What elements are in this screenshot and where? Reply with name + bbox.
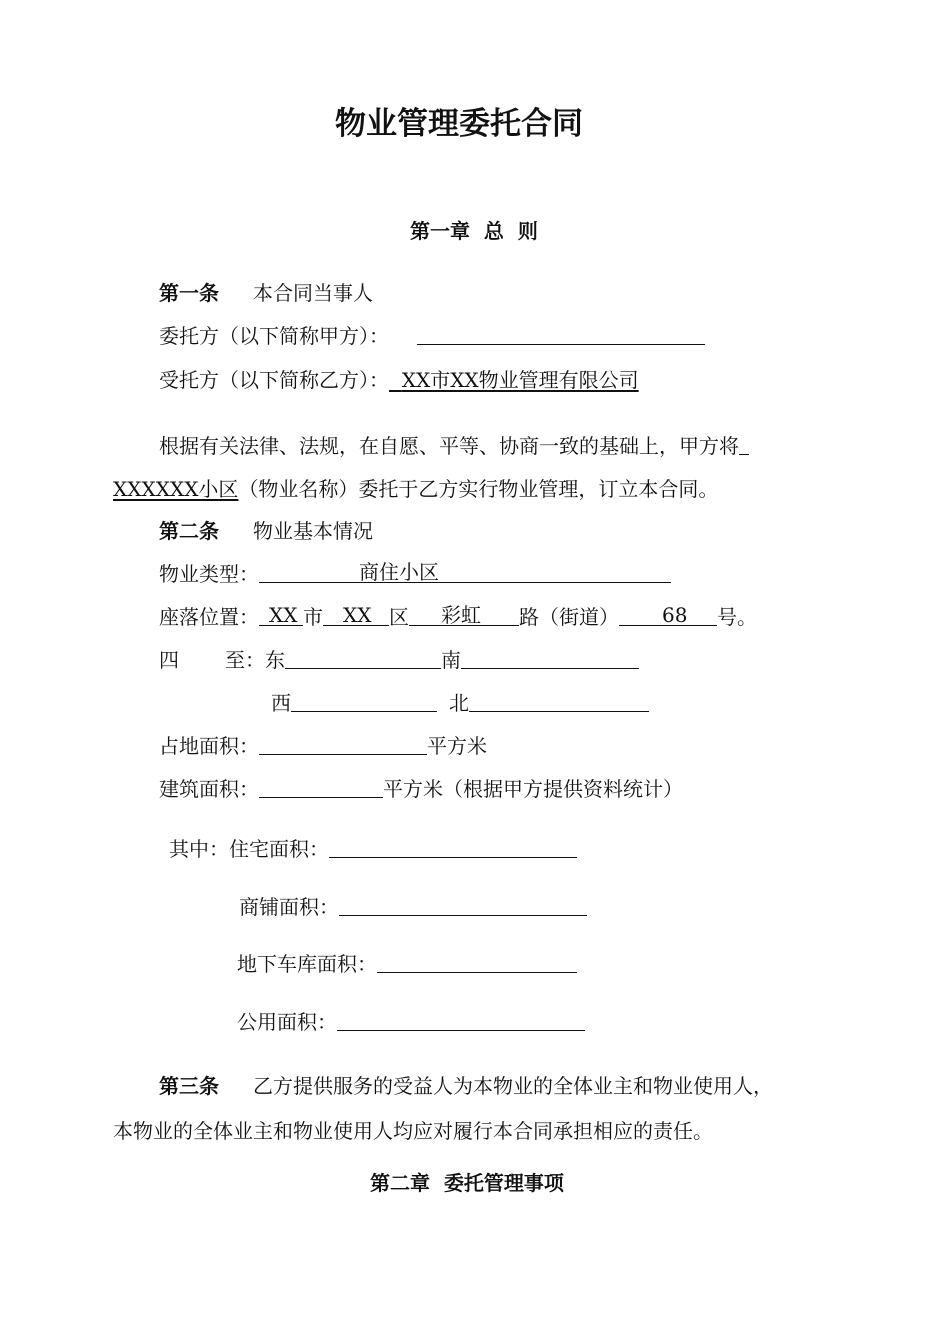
location-number-value: 68 <box>662 603 688 627</box>
party-b-label: 受托方（以下简称乙方）： <box>159 368 389 392</box>
garage-area-blank <box>377 952 577 973</box>
building-area-line: 建筑面积： 平方米（根据甲方提供资料统计） <box>159 777 683 801</box>
public-area-line: 公用面积： <box>237 1010 585 1034</box>
location-line: 座落位置： XX 市 XX 区 彩虹 路（街道） 68 号。 <box>159 603 757 629</box>
article-3-line-1: 第三条 乙方提供服务的受益人为本物业的全体业主和物业使用人， <box>159 1074 773 1098</box>
boundaries-line-2: 西 北 <box>271 691 649 715</box>
party-b-value: XX市XX物业管理有限公司 <box>401 368 639 392</box>
paragraph-1-line-2: XXXXXX小区（物业名称）委托于乙方实行物业管理，订立本合同。 <box>113 477 719 501</box>
article-1-text: 本合同当事人 <box>253 281 373 305</box>
article-2 <box>159 519 373 543</box>
garage-area-line: 地下车库面积： <box>237 952 577 976</box>
article-3-label: 第三条 <box>159 1074 219 1098</box>
residential-area-blank <box>329 837 577 858</box>
article-2-text: 物业基本情况 <box>253 519 373 543</box>
west-blank <box>291 691 437 712</box>
residential-area-line: 其中：住宅面积： <box>169 837 577 861</box>
property-type-value: 商住小区 <box>359 560 439 584</box>
article-2-label: 第二条 <box>159 519 219 543</box>
shop-area-blank <box>339 895 587 916</box>
east-blank <box>285 648 441 669</box>
boundaries-line-1: 四 至：东 南 <box>159 648 639 672</box>
shop-area-line: 商铺面积： <box>239 895 587 919</box>
document-title: 物业管理委托合同 <box>335 106 583 142</box>
south-blank <box>461 648 639 669</box>
chapter-1-heading: 第一章 总 则 <box>410 219 538 243</box>
article-3-line-2: 本物业的全体业主和物业使用人均应对履行本合同承担相应的责任。 <box>113 1119 713 1143</box>
location-district-value: XX <box>343 603 372 627</box>
article-1-label: 第一条 <box>159 281 219 305</box>
land-area-blank <box>259 734 427 755</box>
location-city-value: XX <box>269 603 298 627</box>
party-b-line <box>159 368 639 392</box>
property-type-line: 物业类型： 商住小区 <box>159 562 671 586</box>
location-road-value: 彩虹 <box>441 603 481 627</box>
party-a-blank <box>417 324 705 345</box>
land-area-line: 占地面积： 平方米 <box>159 734 487 758</box>
chapter-2-heading: 第二章 委托管理事项 <box>370 1171 564 1195</box>
property-name-value: XXXXXX小区 <box>113 477 239 501</box>
party-a-line <box>159 324 705 348</box>
north-blank <box>469 691 649 712</box>
public-area-blank <box>337 1010 585 1031</box>
party-a-label: 委托方（以下简称甲方）： <box>159 324 389 348</box>
paragraph-1-line-1: 根据有关法律、法规，在自愿、平等、协商一致的基础上，甲方将 <box>159 434 749 458</box>
article-1 <box>159 281 373 305</box>
building-area-blank <box>259 777 383 798</box>
